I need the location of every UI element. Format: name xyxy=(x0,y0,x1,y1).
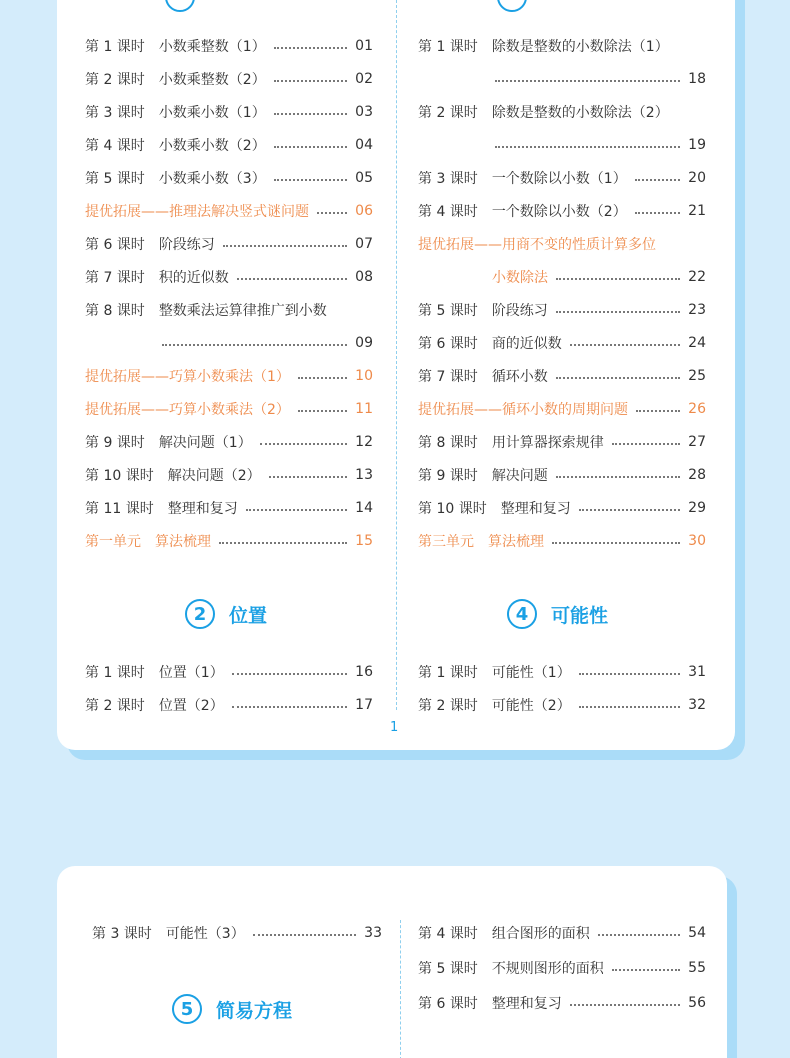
page-ref: 02 xyxy=(355,71,373,87)
toc-row[interactable] xyxy=(418,530,706,552)
page-ref: 23 xyxy=(688,302,706,318)
page-ref: 31 xyxy=(688,664,706,680)
page-ref: 05 xyxy=(355,170,373,186)
toc-row[interactable] xyxy=(85,101,373,123)
lesson-title: 除数是整数的小数除法（2） xyxy=(491,105,669,121)
lesson-label: 第 9 课时 xyxy=(418,468,478,484)
leader-dots xyxy=(579,673,680,675)
lesson-title: 小数除法 xyxy=(492,270,548,286)
lesson-label: 提优拓展——用商不变的性质计算多位 xyxy=(418,237,656,253)
leader-dots xyxy=(598,934,680,936)
lesson-title: 一个数除以小数（1） xyxy=(491,171,627,187)
page-ref: 10 xyxy=(355,368,373,384)
page-ref: 55 xyxy=(688,960,706,976)
toc-row[interactable] xyxy=(418,35,706,57)
lesson-title: 一个数除以小数（2） xyxy=(491,204,627,220)
toc-row[interactable] xyxy=(85,694,373,716)
leader-dots xyxy=(556,278,680,280)
toc-row[interactable] xyxy=(85,299,373,321)
lesson-label: 第 1 课时 xyxy=(85,39,145,55)
lesson-title: 循环小数 xyxy=(491,369,548,385)
leader-dots xyxy=(274,179,347,181)
toc-row-continuation[interactable] xyxy=(495,134,706,156)
lesson-label: 第一单元 xyxy=(85,534,141,550)
toc-row[interactable] xyxy=(85,530,373,552)
page-ref: 01 xyxy=(355,38,373,54)
leader-dots xyxy=(495,80,680,82)
lesson-label: 第 3 课时 xyxy=(92,926,152,942)
column-divider-2 xyxy=(400,920,401,1058)
toc-row[interactable] xyxy=(85,266,373,288)
toc-row[interactable] xyxy=(418,694,706,716)
page-ref: 08 xyxy=(355,269,373,285)
leader-dots xyxy=(636,410,680,412)
leader-dots xyxy=(298,377,347,379)
unit-2-title: 位置 xyxy=(229,604,268,627)
leader-dots xyxy=(274,80,347,82)
toc-row[interactable] xyxy=(418,992,706,1014)
lesson-label: 第 5 课时 xyxy=(418,961,478,977)
lesson-label: 第 4 课时 xyxy=(418,204,478,220)
page-ref: 06 xyxy=(355,203,373,219)
page-ref: 19 xyxy=(688,137,706,153)
lesson-title: 阶段练习 xyxy=(158,237,215,253)
toc-row[interactable] xyxy=(418,332,706,354)
lesson-title: 组合图形的面积 xyxy=(491,926,590,942)
leader-dots xyxy=(274,47,347,49)
lesson-label: 第 4 课时 xyxy=(418,926,478,942)
lesson-label: 第 4 课时 xyxy=(85,138,145,154)
lesson-label: 第 3 课时 xyxy=(85,105,145,121)
lesson-title: 算法梳理 xyxy=(155,534,211,550)
toc-row-card2-left[interactable] xyxy=(92,922,382,944)
column-divider xyxy=(396,0,397,710)
page-ref: 16 xyxy=(355,664,373,680)
page-ref: 56 xyxy=(688,995,706,1011)
leader-dots xyxy=(612,969,680,971)
lesson-label: 第 7 课时 xyxy=(418,369,478,385)
unit-4-heading xyxy=(507,597,608,631)
lesson-title: 位置（2） xyxy=(158,698,224,714)
leader-dots xyxy=(232,673,347,675)
lesson-label: 第 11 课时 xyxy=(85,501,154,517)
lesson-label: 第 10 课时 xyxy=(418,501,487,517)
lesson-title: 整理和复习 xyxy=(167,501,238,517)
leader-dots xyxy=(552,542,680,544)
lesson-title: 小数乘整数（1） xyxy=(158,39,266,55)
lesson-title: 阶段练习 xyxy=(491,303,548,319)
lesson-label: 提优拓展——巧算小数乘法（2） xyxy=(85,402,290,418)
toc-row[interactable] xyxy=(418,464,706,486)
leader-dots xyxy=(556,377,680,379)
page-number: 1 xyxy=(390,720,399,735)
lesson-label: 第 5 课时 xyxy=(85,171,145,187)
page-ref: 15 xyxy=(355,533,373,549)
lesson-label: 提优拓展——循环小数的周期问题 xyxy=(418,402,628,418)
leader-dots xyxy=(162,344,347,346)
leader-dots xyxy=(298,410,347,412)
page-ref: 03 xyxy=(355,104,373,120)
lesson-label: 第 5 课时 xyxy=(418,303,478,319)
lesson-label: 第 8 课时 xyxy=(418,435,478,451)
unit-5-title: 简易方程 xyxy=(216,999,293,1022)
unit-4-number: 4 xyxy=(507,599,537,629)
lesson-label: 第 6 课时 xyxy=(418,996,478,1012)
lesson-label: 第 1 课时 xyxy=(85,665,145,681)
leader-dots xyxy=(635,212,680,214)
toc-row[interactable] xyxy=(418,497,706,519)
lesson-label: 第 2 课时 xyxy=(418,698,478,714)
toc-row-continuation[interactable] xyxy=(162,332,373,354)
toc-row[interactable] xyxy=(418,233,706,255)
page-ref: 32 xyxy=(688,697,706,713)
page-ref: 17 xyxy=(355,697,373,713)
unit-4-title: 可能性 xyxy=(551,604,609,627)
leader-dots xyxy=(260,443,347,445)
lesson-label: 第三单元 xyxy=(418,534,474,550)
toc-row[interactable] xyxy=(85,431,373,453)
page-ref: 13 xyxy=(355,467,373,483)
page-ref: 24 xyxy=(688,335,706,351)
toc-row[interactable] xyxy=(418,167,706,189)
lesson-label: 提优拓展——巧算小数乘法（1） xyxy=(85,369,290,385)
page-ref: 20 xyxy=(688,170,706,186)
lesson-title: 位置（1） xyxy=(158,665,224,681)
lesson-label: 第 2 课时 xyxy=(418,105,478,121)
leader-dots xyxy=(237,278,347,280)
unit-5-heading xyxy=(172,992,292,1026)
lesson-title: 解决问题（1） xyxy=(158,435,252,451)
toc-row[interactable] xyxy=(85,661,373,683)
unit-2-number: 2 xyxy=(185,599,215,629)
toc-row[interactable] xyxy=(418,200,706,222)
page-ref: 11 xyxy=(355,401,373,417)
lesson-label: 第 1 课时 xyxy=(418,39,478,55)
toc-row[interactable] xyxy=(85,233,373,255)
page-ref: 22 xyxy=(688,269,706,285)
leader-dots xyxy=(246,509,347,511)
lesson-title: 小数乘整数（2） xyxy=(158,72,266,88)
leader-dots xyxy=(570,1004,680,1006)
page-ref: 26 xyxy=(688,401,706,417)
page-ref: 21 xyxy=(688,203,706,219)
lesson-title: 整数乘法运算律推广到小数 xyxy=(158,303,327,319)
page-ref: 04 xyxy=(355,137,373,153)
toc-row[interactable] xyxy=(85,464,373,486)
toc-row[interactable] xyxy=(418,365,706,387)
lesson-label: 第 1 课时 xyxy=(418,665,478,681)
lesson-title: 可能性（1） xyxy=(491,665,571,681)
leader-dots xyxy=(269,476,347,478)
lesson-title: 除数是整数的小数除法（1） xyxy=(491,39,669,55)
toc-row[interactable] xyxy=(418,299,706,321)
leader-dots xyxy=(579,509,680,511)
lesson-title: 解决问题（2） xyxy=(167,468,261,484)
lesson-label: 第 6 课时 xyxy=(418,336,478,352)
lesson-title: 解决问题 xyxy=(491,468,548,484)
lesson-label: 第 8 课时 xyxy=(85,303,145,319)
lesson-label: 第 10 课时 xyxy=(85,468,154,484)
lesson-label: 第 7 课时 xyxy=(85,270,145,286)
page-ref: 29 xyxy=(688,500,706,516)
toc-row[interactable] xyxy=(418,661,706,683)
leader-dots xyxy=(253,934,356,936)
leader-dots xyxy=(232,706,347,708)
lesson-title: 算法梳理 xyxy=(488,534,544,550)
unit-5-number: 5 xyxy=(172,994,202,1024)
page-ref: 18 xyxy=(688,71,706,87)
lesson-title: 不规则图形的面积 xyxy=(491,961,604,977)
toc-row[interactable] xyxy=(418,957,706,979)
lesson-label: 第 9 课时 xyxy=(85,435,145,451)
toc-row[interactable] xyxy=(85,200,373,222)
leader-dots xyxy=(495,146,680,148)
toc-row[interactable] xyxy=(85,35,373,57)
toc-row[interactable] xyxy=(85,398,373,420)
leader-dots xyxy=(579,706,680,708)
leader-dots xyxy=(556,476,680,478)
leader-dots xyxy=(635,179,680,181)
leader-dots xyxy=(570,344,680,346)
toc-row[interactable] xyxy=(418,431,706,453)
lesson-title: 小数乘小数（2） xyxy=(158,138,266,154)
lesson-label: 第 2 课时 xyxy=(85,72,145,88)
lesson-title: 整理和复习 xyxy=(500,501,571,517)
leader-dots xyxy=(612,443,680,445)
page-ref: 33 xyxy=(364,925,382,941)
toc-row[interactable] xyxy=(418,922,706,944)
lesson-label: 第 6 课时 xyxy=(85,237,145,253)
lesson-label: 第 3 课时 xyxy=(418,171,478,187)
lesson-title: 整理和复习 xyxy=(491,996,562,1012)
leader-dots xyxy=(223,245,347,247)
page-ref: 25 xyxy=(688,368,706,384)
lesson-title: 商的近似数 xyxy=(491,336,562,352)
leader-dots xyxy=(219,542,347,544)
page-ref: 09 xyxy=(355,335,373,351)
page-ref: 54 xyxy=(688,925,706,941)
lesson-title: 可能性（2） xyxy=(491,698,571,714)
lesson-title: 用计算器探索规律 xyxy=(491,435,604,451)
toc-row[interactable] xyxy=(418,101,706,123)
leader-dots xyxy=(556,311,680,313)
lesson-title: 可能性（3） xyxy=(165,926,245,942)
lesson-title: 小数乘小数（3） xyxy=(158,171,266,187)
toc-row[interactable] xyxy=(85,134,373,156)
toc-row-continuation[interactable] xyxy=(495,68,706,90)
page-ref: 30 xyxy=(688,533,706,549)
lesson-title: 小数乘小数（1） xyxy=(158,105,266,121)
leader-dots xyxy=(274,146,347,148)
leader-dots xyxy=(317,212,347,214)
page-ref: 07 xyxy=(355,236,373,252)
lesson-label: 第 2 课时 xyxy=(85,698,145,714)
toc-row[interactable] xyxy=(418,398,706,420)
toc-row[interactable] xyxy=(85,167,373,189)
lesson-title: 积的近似数 xyxy=(158,270,229,286)
page-ref: 28 xyxy=(688,467,706,483)
page-ref: 12 xyxy=(355,434,373,450)
toc-row[interactable] xyxy=(85,68,373,90)
leader-dots xyxy=(274,113,347,115)
lesson-label: 提优拓展——推理法解决竖式谜问题 xyxy=(85,204,309,220)
unit-2-heading xyxy=(185,597,267,631)
page-ref: 14 xyxy=(355,500,373,516)
toc-row-continuation[interactable] xyxy=(492,266,706,288)
page-ref: 27 xyxy=(688,434,706,450)
toc-row[interactable] xyxy=(85,497,373,519)
toc-row[interactable] xyxy=(85,365,373,387)
